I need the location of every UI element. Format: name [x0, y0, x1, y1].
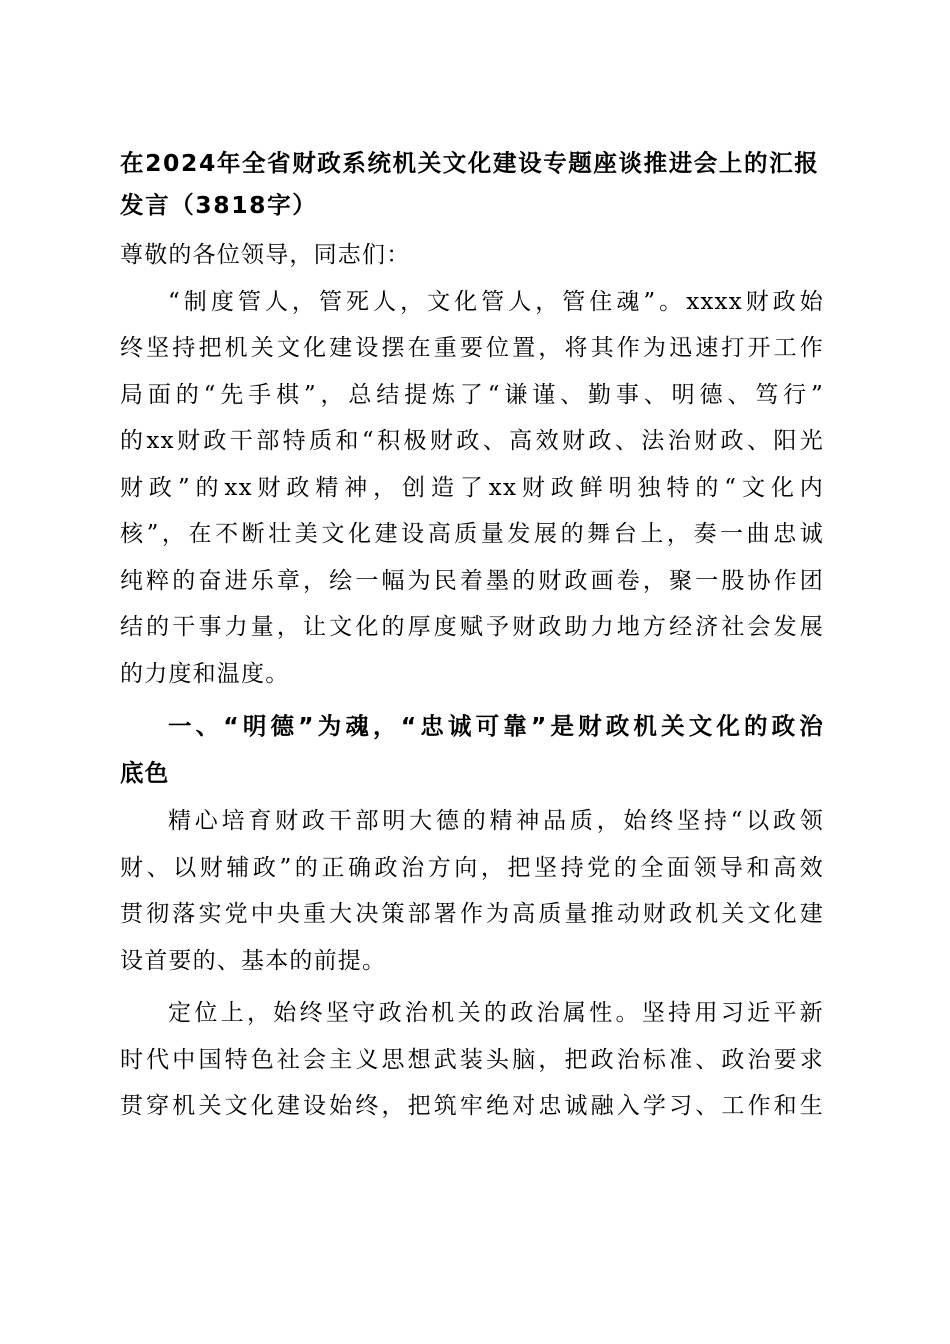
- paragraph-line: 设首要的、基本的前提。: [120, 947, 387, 974]
- document-body: [120, 142, 824, 1130]
- title-line-2: 发言（3818字）: [120, 191, 318, 219]
- paragraph-line: 时代中国特色社会主义思想武装头脑，把政治标准、政治要求: [120, 1046, 824, 1073]
- section-paragraph: [120, 990, 824, 1130]
- heading-line-1: 一、“明德”为魂，“忠诚可靠”是财政机关文化的政治: [168, 712, 824, 740]
- paragraph-line: 纯粹的奋进乐章，绘一幅为民着墨的财政画卷，聚一股协作团: [120, 567, 824, 594]
- section-paragraph: [120, 798, 824, 984]
- paragraph-line: 贯彻落实党中央重大决策部署作为高质量推动财政机关文化建: [120, 901, 824, 927]
- paragraph-line: 精心培育财政干部明大德的精神品质，始终坚持“以政领: [168, 808, 824, 834]
- paragraph-line: 的力度和温度。: [120, 660, 290, 687]
- intro-paragraph: [120, 279, 824, 698]
- paragraph-line: 局面的“先手棋”，总结提炼了“谦谨、勤事、明德、笃行”: [120, 381, 824, 408]
- section-heading: [120, 703, 824, 796]
- paragraph-line: 终坚持把机关文化建设摆在重要位置，将其作为迅速打开工作: [120, 335, 824, 361]
- paragraph-line: 定位上，始终坚守政治机关的政治属性。坚持用习近平新: [168, 1000, 824, 1026]
- paragraph-line: 的xx财政干部特质和“积极财政、高效财政、法治财政、阳光: [120, 428, 824, 454]
- heading-line-2: 底色: [120, 758, 170, 787]
- paragraph-line: 核”，在不断壮美文化建设高质量发展的舞台上，奏一曲忠诚: [120, 521, 824, 547]
- paragraph-line: “制度管人，管死人，文化管人，管住魂”。xxxx财政始: [168, 288, 824, 315]
- paragraph-line: 贯穿机关文化建设始终，把筑牢绝对忠诚融入学习、工作和生: [120, 1093, 824, 1119]
- paragraph-line: 财政”的xx财政精神，创造了xx财政鲜明独特的“文化内: [120, 474, 824, 501]
- paragraph-line: 财、以财辅政”的正确政治方向，把坚持党的全面领导和高效: [120, 854, 824, 881]
- title-line-1: 在2024年全省财政系统机关文化建设专题座谈推进会上的汇报: [120, 149, 820, 177]
- salutation: 尊敬的各位领导，同志们：: [120, 242, 411, 268]
- document-title: [120, 142, 824, 226]
- paragraph-line: 结的干事力量，让文化的厚度赋予财政助力地方经济社会发展: [120, 614, 824, 640]
